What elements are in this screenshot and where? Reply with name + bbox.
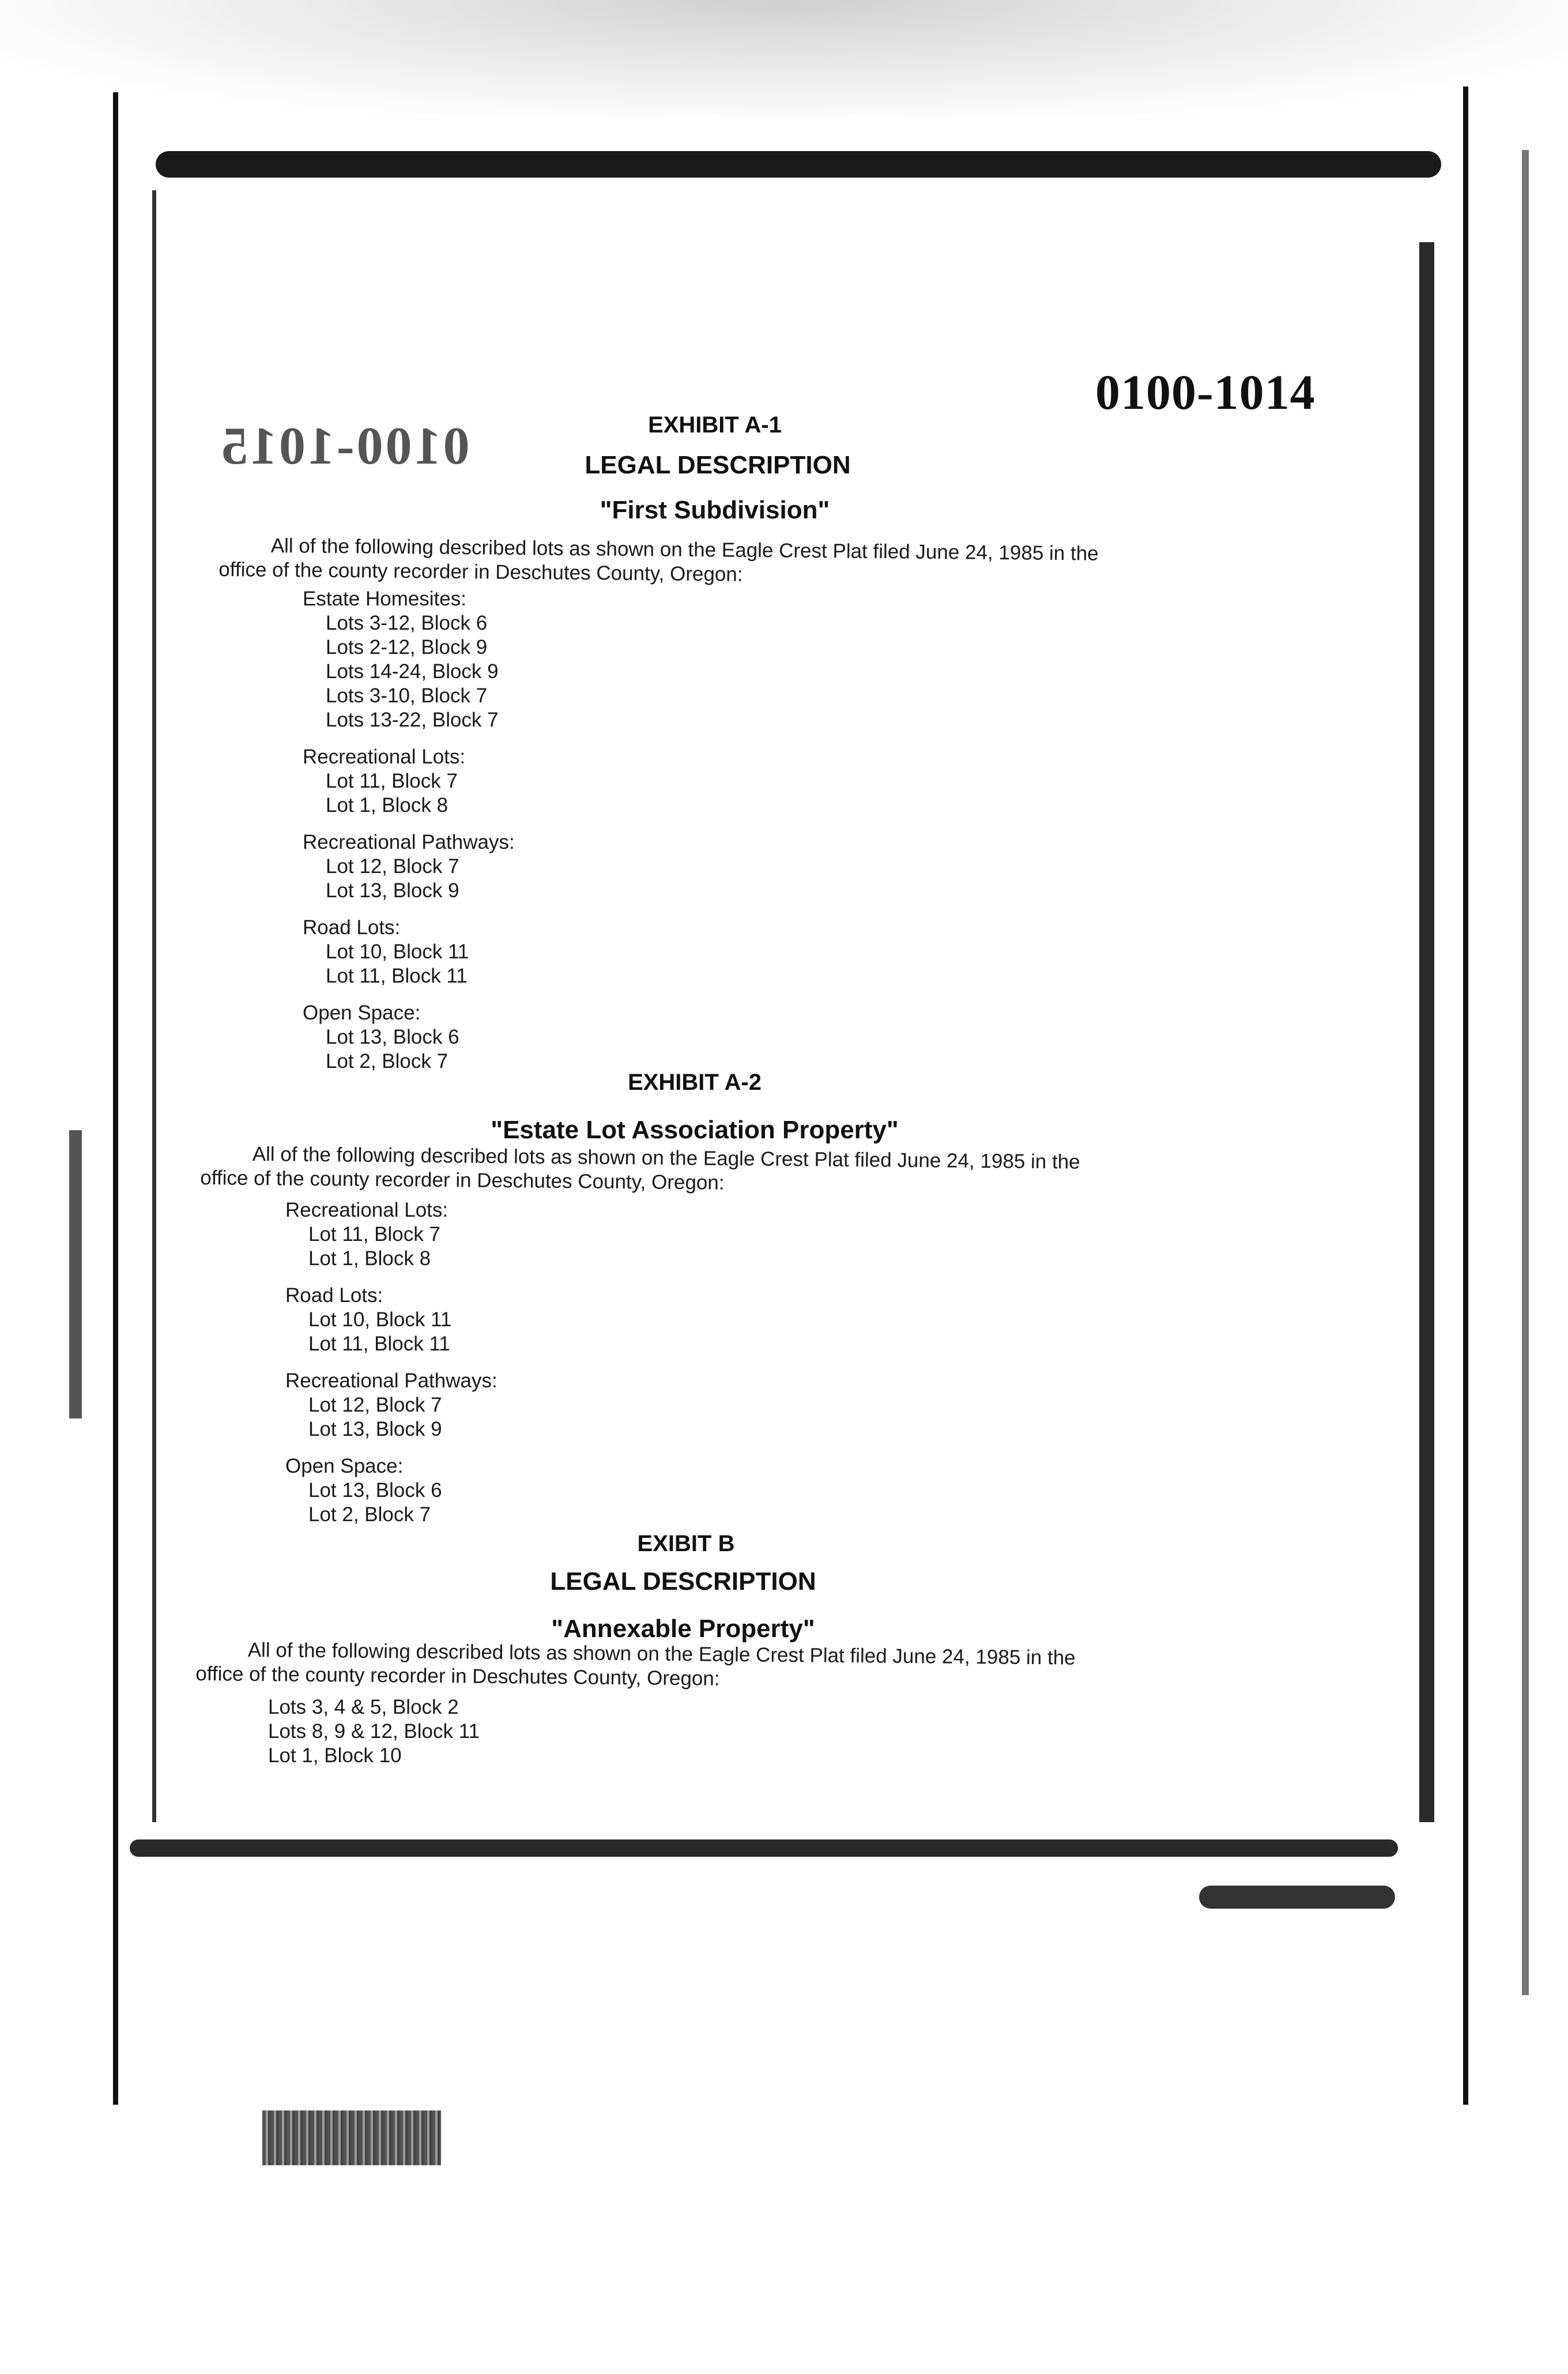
lot-item: Lots 14-24, Block 9 [326,660,499,683]
group-title: Open Space: [303,1002,421,1024]
exhibit-b-lot-list [268,1695,480,1768]
recreational-lots-group [303,745,515,818]
bottom-dark-bar [130,1839,1398,1857]
exhibit-a2-intro-line2: office of the county recorder in Deschutes County, Oregon: [200,1166,725,1194]
lot-item: Lot 1, Block 8 [326,794,448,817]
exhibit-b-title: EXIBIT B [637,1531,735,1556]
group-title: Road Lots: [285,1284,383,1307]
lot-item: Lot 11, Block 7 [308,1223,440,1246]
lot-item: Lot 10, Block 11 [308,1308,452,1331]
lot-item: Lot 13, Block 9 [326,879,459,902]
recreational-lots-group [285,1198,497,1271]
group-title: Open Space: [285,1455,404,1477]
lot-item: Lot 12, Block 7 [308,1394,442,1416]
estate-homesites-group [303,587,515,732]
exhibit-a1-intro [218,533,1099,590]
bottom-dark-bar-tail [1199,1886,1395,1909]
right-border-line [1463,86,1468,2105]
lot-item: Lots 2-12, Block 9 [326,636,488,659]
open-space-group [285,1454,497,1527]
lot-item: Lot 11, Block 11 [326,965,468,987]
exhibit-a2-title: EXHIBIT A-2 [628,1070,762,1095]
left-border-line [113,92,118,2105]
lot-item: Lot 2, Block 7 [326,1050,448,1073]
lot-item: Lots 3-12, Block 6 [326,612,488,634]
group-title: Estate Homesites: [303,588,466,610]
group-title: Recreational Lots: [303,746,466,768]
lot-item: Lots 13-22, Block 7 [326,709,499,731]
exhibit-b-name: "Annexable Property" [551,1615,815,1643]
lot-item: Lot 13, Block 6 [308,1479,442,1502]
lot-item: Lot 11, Block 7 [326,770,458,792]
lot-item: Lots 3-10, Block 7 [326,684,488,707]
open-space-group [303,1001,515,1074]
exhibit-a1-lot-list [303,587,515,1086]
road-lots-group [303,916,515,988]
group-title: Recreational Pathways: [285,1370,497,1392]
group-title: Road Lots: [303,916,401,939]
exhibit-a2-intro-line1: All of the following described lots as shown on the Eagle Crest Plat filed June 24, 1985 in the [252,1142,1080,1173]
exhibit-a2-intro [200,1142,1080,1199]
lot-item: Lot 13, Block 9 [308,1418,442,1440]
road-lots-group [285,1284,497,1356]
inner-right-edge [1419,242,1434,1822]
inner-left-border-line [152,190,156,1822]
exhibit-a1-name: "First Subdivision" [600,496,830,524]
exhibit-a2-lot-list [285,1198,497,1540]
left-edge-noise [69,1130,82,1419]
exhibit-a2-name: "Estate Lot Association Property" [491,1116,899,1144]
exhibit-a1-intro-line1: All of the following described lots as shown on the Eagle Crest Plat filed June 24, 1985 in the [270,534,1099,565]
lot-item: Lots 3, 4 & 5, Block 2 [268,1696,459,1718]
exhibit-a1-title: EXHIBIT A-1 [648,412,782,438]
group-title: Recreational Lots: [285,1199,448,1221]
lot-item: Lot 12, Block 7 [326,855,459,878]
top-dark-bar [156,151,1441,178]
scan-noise-top [0,0,1568,115]
lot-item: Lots 8, 9 & 12, Block 11 [268,1720,480,1743]
lot-item: Lot 13, Block 6 [326,1026,459,1048]
exhibit-a1-subtitle: LEGAL DESCRIPTION [585,451,851,479]
bottom-smudge [262,2110,441,2165]
document-number: 0100-1014 [1095,364,1316,420]
lot-item: Lot 1, Block 8 [308,1247,431,1270]
lot-item: Lot 10, Block 11 [326,940,469,963]
mirrored-stamp: 0100-1015 [219,416,470,475]
exhibit-b-subtitle: LEGAL DESCRIPTION [550,1567,816,1596]
exhibit-b-intro-line2: office of the county recorder in Deschutes County, Oregon: [195,1662,720,1690]
recreational-pathways-group [303,830,515,903]
right-edge-noise [1522,150,1529,1995]
group-title: Recreational Pathways: [303,831,515,853]
lot-item: Lot 1, Block 10 [268,1744,402,1767]
exhibit-b-intro-line1: All of the following described lots as shown on the Eagle Crest Plat filed June 24, 1985 in the [247,1638,1076,1669]
lot-item: Lot 2, Block 7 [308,1503,431,1526]
lot-item: Lot 11, Block 11 [308,1333,450,1355]
recreational-pathways-group [285,1369,497,1442]
exhibit-b-intro [195,1638,1076,1695]
exhibit-a1-intro-line2: office of the county recorder in Deschutes County, Oregon: [218,558,743,586]
